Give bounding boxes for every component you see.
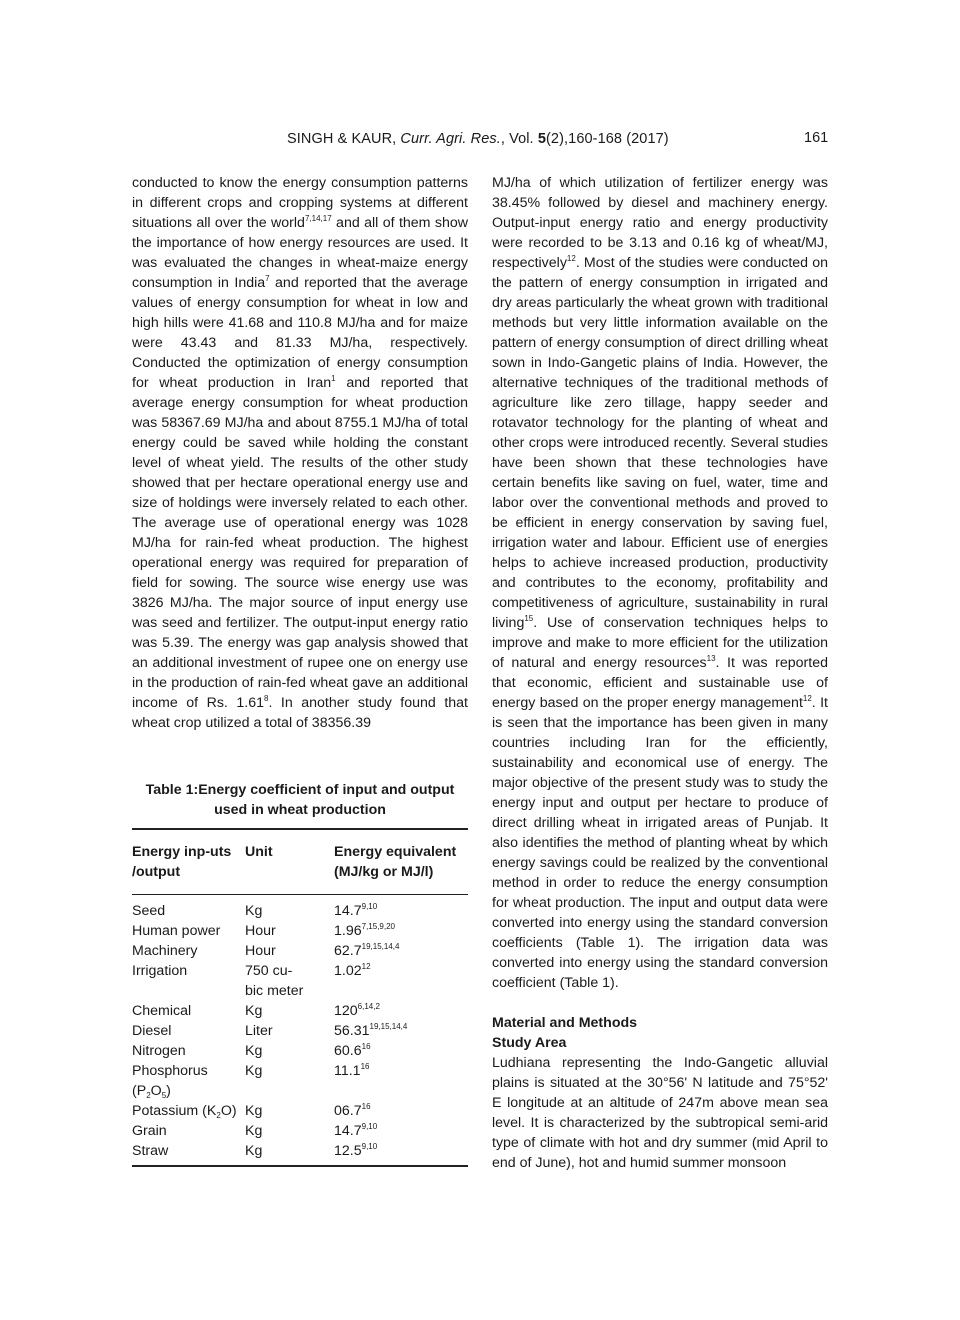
cell-unit: Hour [245, 943, 276, 959]
cell-unit: Kg [245, 1103, 263, 1119]
cell-value: 56.31$^{19,15,14,4}$ [334, 1022, 408, 1039]
table-row [132, 1101, 468, 1121]
cell-value: 14.7$^{9,10}$ [334, 902, 378, 919]
header-energy-inputs: Energy inp-uts /output [132, 829, 245, 895]
cell-input: Phosphorus $(P_2O_5)$ [132, 1063, 208, 1100]
citation: 1 [331, 374, 336, 383]
table-1 [132, 780, 468, 1167]
cell-input: Nitrogen [132, 1043, 186, 1059]
cell-input: Machinery [132, 943, 198, 959]
citation: 16 [360, 1062, 370, 1071]
citation: 9,10 [361, 902, 378, 911]
running-header [0, 128, 960, 152]
citation: 19,15,14,4 [369, 1022, 408, 1031]
left-column [132, 173, 468, 733]
cell-value: 62.7$^{19,15,14,4}$ [334, 942, 400, 959]
citation: 7 [265, 274, 270, 283]
cell-unit: Kg [245, 1063, 263, 1079]
header-journal: Curr. Agri. Res. [400, 131, 501, 147]
header-authors: SINGH & KAUR, [287, 131, 397, 147]
citation: 19,15,14,4 [361, 942, 400, 951]
cell-input: Seed [132, 903, 166, 919]
right-paragraph: MJ/ha of which utilization of fertilizer energy was 38.45% followed by diesel and machinery energy. Output-input energy ratio and energy productivity were recorded to be 3.13 and 0.16 kg of wheat/MJ, respectively$^{12}$. Most of the studies were conducted on the pattern of energy consumption in irrigated and dry areas particularly the wheat grown with traditional methods but very little information available on the pattern of energy consumption of direct drilling wheat sown in Indo-Gangetic plains of India. However, the alternative techniques of the traditional methods of agriculture like zero tillage, happy seeder and rotavator technology for the planting of wheat and other crops were introduced recently. Several studies have been shown that these technologies have certain benefits like saving on fuel, water, time and labor over the conventional methods and proved to be efficient in energy conservation by saving fuel, irrigation water and labour. Efficient use of energies helps to achieve increased production, productivity and contributes to the economy, profitability and competitiveness of agriculture, sustainability in rural living$^{15}$. Use of conservation techniques helps to improve and make to more efficient for the utilization of natural and energy resources$^{13}$. It was reported that economic, efficient and sustainable use of energy based on the proper energy management$^{12}$. It is seen that the importance has been given in many countries including Iran for the efficiently, sustainability and economical use of energy. The major objective of the present study was to study the energy input and output per hectare to produce of direct drilling wheat in irrigated areas of Punjab. It also identifies the method of planting wheat by which energy savings could be realized by the conventional method in order to reduce the energy consumption for wheat production. The input and output data were converted into energy using the standard conversion coefficients (Table 1). The irrigation data was converted into energy using the standard conversion coefficient (Table 1). [492, 175, 828, 991]
citation: 13 [706, 654, 716, 663]
cell-input: Irrigation [132, 963, 188, 979]
citation: 9,10 [361, 1122, 378, 1131]
cell-value: 1.02$^{12}$ [334, 962, 371, 979]
table-header-row [132, 829, 468, 895]
citation: 12 [566, 254, 576, 263]
cell-unit: 750 cu-bic meter [245, 963, 304, 999]
cell-input: Human power [132, 923, 221, 939]
cell-unit: Kg [245, 1003, 263, 1019]
citation: 8 [264, 694, 269, 703]
table-row [132, 941, 468, 961]
subsection-heading: Study Area [492, 1035, 567, 1051]
cell-value: 14.7$^{9,10}$ [334, 1122, 378, 1139]
table-row [132, 1121, 468, 1141]
cell-value: 12.5$^{9,10}$ [334, 1142, 378, 1159]
citation: 6,14,2 [357, 1002, 380, 1011]
energy-coefficient-table [132, 828, 468, 1167]
cell-input: Grain [132, 1123, 167, 1139]
table-row [132, 1041, 468, 1061]
cell-value: 06.7$^{16}$ [334, 1102, 371, 1119]
section-heading: Material and Methods [492, 1015, 638, 1031]
cell-value: 120$^{6,14,2}$ [334, 1002, 380, 1019]
table-row [132, 961, 468, 1001]
cell-unit: Kg [245, 903, 263, 919]
cell-value: 60.6$^{16}$ [334, 1042, 371, 1059]
citation: 7,15,9,20 [361, 922, 395, 931]
citation: 12 [361, 962, 371, 971]
table-row [132, 1021, 468, 1041]
cell-value: 1.96$^{7,15,9,20}$ [334, 922, 395, 939]
cell-unit: Liter [245, 1023, 273, 1039]
study-area-paragraph: Ludhiana representing the Indo-Gangetic alluvial plains is situated at the 30°56' N latitude and 75°52' E longitude at an altitude of 247m above mean sea level. It is characterized by the subtropical semi-arid type of climate with hot and dry summer (mid April to end of June), hot and humid summer monsoon [492, 1055, 828, 1171]
header-vol-number: 5 [537, 131, 546, 147]
cell-unit: Kg [245, 1143, 263, 1159]
citation: 16 [361, 1102, 371, 1111]
table-row [132, 1061, 468, 1101]
citation: 7,14,17 [304, 214, 332, 223]
right-column [492, 173, 828, 1173]
left-paragraph: conducted to know the energy consumption patterns in different crops and cropping systems at different situations all over the world$^{7,14,17}$ and all of them show the importance of how energy resources are used. It was evaluated the changes in wheat-maize energy consumption in India$^7$ and reported that the average values of energy consumption for wheat in low and high hills were 41.68 and 110.8 MJ/ha and for maize were 43.43 and 81.33 MJ/ha, respectively. Conducted the optimization of energy consumption for wheat production in Iran$^1$ and reported that average energy consumption for wheat production was 58367.69 MJ/ha and about 8755.1 MJ/ha of total energy could be saved while holding the constant level of wheat yield. The results of the other study showed that per hectare operational energy use and size of holdings were inversely related to each other. The average use of operational energy was 1028 MJ/ha for rain-fed wheat production. The highest operational energy was required for preparation of field for sowing. The source wise energy use was 3826 MJ/ha. The major source of input energy use was seed and fertilizer. The output-input energy ratio was 5.39. The energy was gap analysis showed that an additional investment of rupee one on energy use in the production of rain-fed wheat gave an additional income of Rs. 1.61$^8$. In another study found that wheat crop utilized a total of 38356.39 [132, 175, 468, 731]
table-row [132, 895, 468, 922]
cell-input: Chemical [132, 1003, 192, 1019]
header-unit: Unit [245, 829, 334, 895]
table-row [132, 921, 468, 941]
table-caption: Table 1:Energy coefficient of input and output used in wheat production [145, 782, 455, 818]
header-vol-prefix: , Vol. [500, 131, 538, 147]
citation: 16 [361, 1042, 371, 1051]
citation: 12 [802, 694, 812, 703]
cell-input: Diesel [132, 1023, 172, 1039]
cell-unit: Kg [245, 1043, 263, 1059]
citation: 15 [524, 614, 534, 623]
cell-unit: Kg [245, 1123, 263, 1139]
citation: 9,10 [361, 1142, 378, 1151]
cell-input: Potassium $(K_2O)$ [132, 1103, 237, 1120]
page-number: 161 [804, 130, 829, 146]
table-row [132, 1141, 468, 1166]
cell-input: Straw [132, 1143, 169, 1159]
cell-value: 11.1$^{16}$ [334, 1062, 370, 1079]
table-row [132, 1001, 468, 1021]
cell-unit: Hour [245, 923, 276, 939]
running-title [287, 131, 669, 147]
header-vol-rest: (2),160-168 (2017) [546, 131, 669, 147]
header-energy-equivalent: Energy equivalent (MJ/kg or MJ/l) [334, 829, 468, 895]
